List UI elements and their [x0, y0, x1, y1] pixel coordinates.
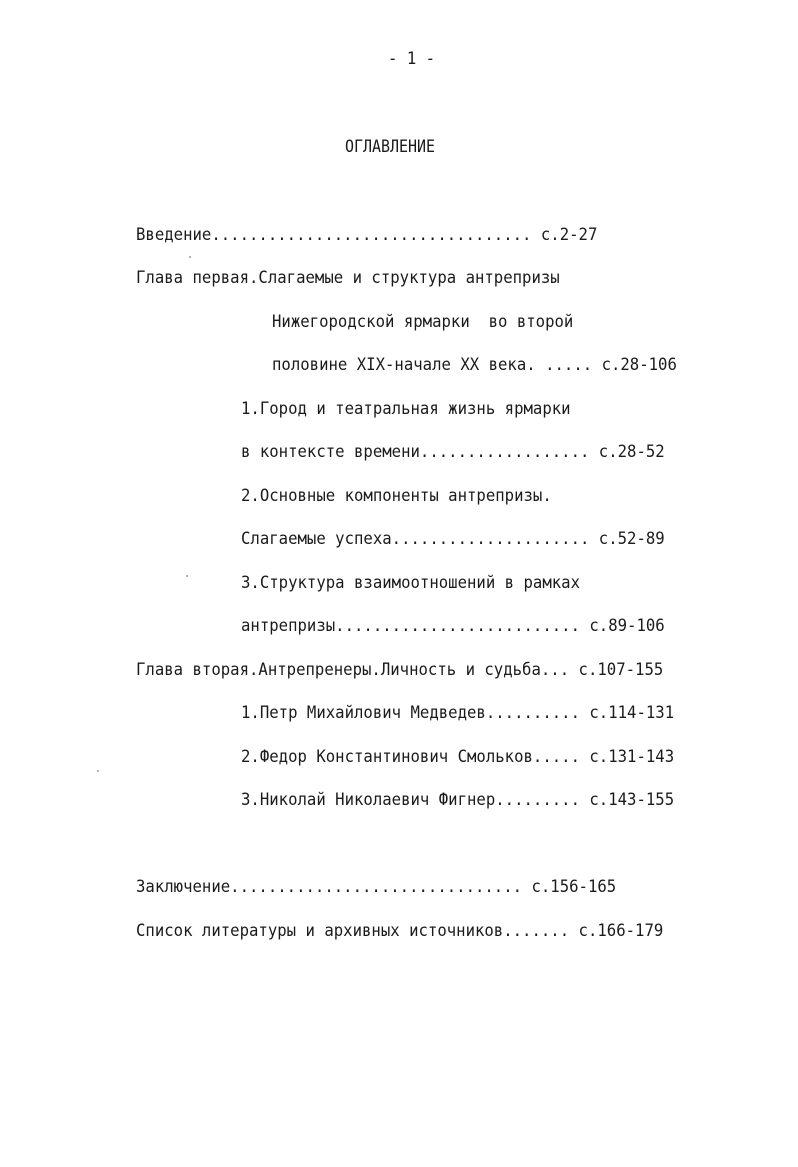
toc-entry-chapter1-line1: Глава первая.Слагаемые и структура антрепризы: [136, 268, 560, 288]
toc-entry-section1-2-line1: 2.Основные компоненты антрепризы.: [241, 486, 552, 506]
toc-entry-chapter1-line2: Нижегородской ярмарки во второй: [272, 312, 574, 332]
toc-entry-chapter1-line3: половине XIX-начале XX века. ..... с.28-106: [272, 355, 677, 375]
page-number: - 1 -: [388, 49, 436, 69]
toc-entry-bibliography: Список литературы и архивных источников....... с.166-179: [136, 921, 664, 941]
toc-entry-section1-2-line2: Слагаемые успеха..................... с.52-89: [241, 529, 665, 549]
toc-entry-conclusion: Заключение............................... с.156-165: [136, 877, 617, 897]
toc-entry-section1-1-line1: 1.Город и театральная жизнь ярмарки: [241, 399, 571, 419]
toc-entry-section2-2: 2.Федор Константинович Смольков..... с.131-143: [241, 747, 675, 767]
toc-entry-chapter2: Глава вторая.Антрепренеры.Личность и судьба... с.107-155: [136, 660, 664, 680]
toc-entry-section2-3: 3.Николай Николаевич Фигнер......... с.143-155: [241, 790, 675, 810]
toc-entry-section1-3-line2: антрепризы.......................... с.89-106: [241, 616, 665, 636]
scan-speck: [186, 575, 188, 577]
scan-speck: [189, 256, 191, 258]
toc-entry-intro: Введение.................................. с.2-27: [136, 225, 598, 245]
page-title: ОГЛАВЛЕНИЕ: [345, 137, 436, 157]
toc-entry-section1-1-line2: в контексте времени.................. с.28-52: [241, 442, 665, 462]
scan-speck: [97, 770, 99, 772]
toc-entry-section2-1: 1.Петр Михайлович Медведев.......... с.114-131: [241, 703, 675, 723]
toc-entry-section1-3-line1: 3.Структура взаимоотношений в рамках: [241, 573, 580, 593]
